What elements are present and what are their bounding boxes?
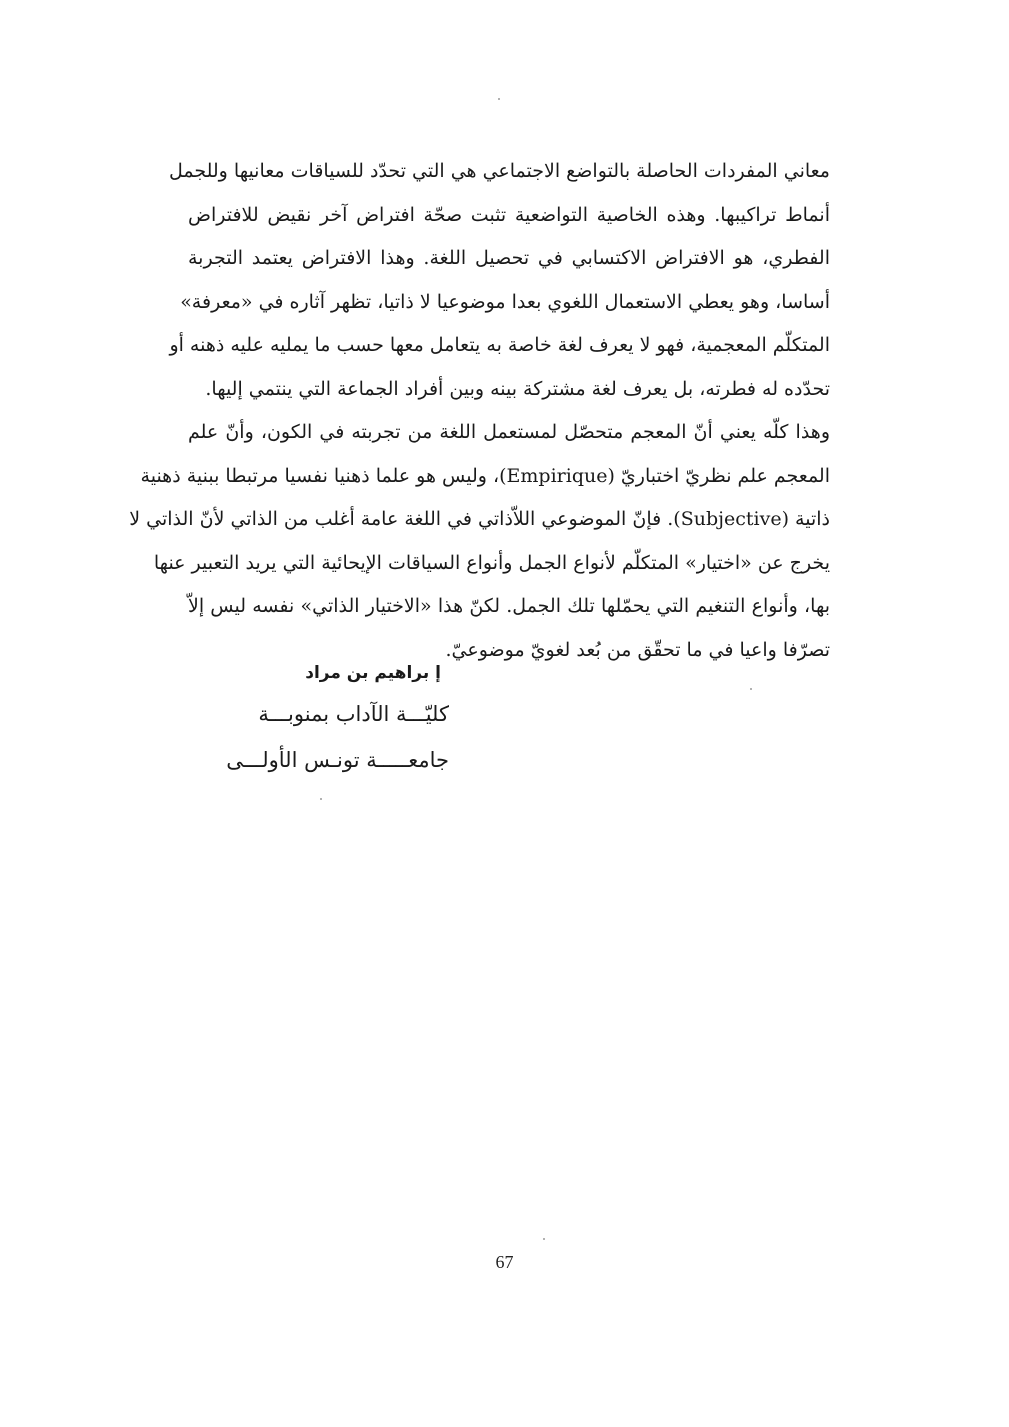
signature-block: [189, 655, 449, 783]
text-line: بها، وأنواع التنغيم التي يحمّلها تلك الجمل. لكنّ هذا «الاختيار الذاتي» نفسه ليس إلاّ: [188, 595, 830, 617]
text-line: الفطري، هو الافتراض الاكتسابي في تحصيل اللغة. وهذا الافتراض يعتمد التجربة: [188, 247, 830, 269]
scan-speck: [320, 798, 322, 800]
text-line: أساسا، وهو يعطي الاستعمال اللغوي بعدا موضوعيا لا ذاتيا، تظهر آثاره في «معرفة»: [180, 290, 830, 313]
paragraph-2: [129, 411, 830, 672]
scan-speck: [750, 688, 752, 690]
text-line: تصرّفا واعيا في ما تحقّق من بُعد لغويّ موضوعيّ.: [445, 638, 830, 661]
text-line: المتكلّم المعجمية، فهو لا يعرف لغة خاصة به يتعامل معها حسب ما يمليه عليه ذهنه أو: [169, 334, 830, 356]
paragraph-1: [168, 150, 830, 411]
scan-speck: [498, 98, 500, 100]
text-line: أنماط تراكيبها. وهذه الخاصية التواضعية تثبت صحّة افتراض آخر نقيض للافتراض: [188, 203, 830, 226]
body-text: [129, 150, 830, 672]
affiliation-faculty: كليّـــة الآداب بمنوبـــة: [258, 702, 449, 726]
text-line: تحدّده له فطرته، بل يعرف لغة مشتركة بينه وبين أفراد الجماعة التي ينتمي إليها.: [205, 377, 830, 400]
page-number: 67: [495, 1252, 514, 1272]
scan-speck: [543, 1238, 545, 1240]
text-line: وهذا كلّه يعني أنّ المعجم متحصّل لمستعمل اللغة من تجربته في الكون، وأنّ علم: [188, 421, 830, 443]
text-line: ذاتية (Subjective). فإنّ الموضوعي اللاّذاتي في اللغة عامة أغلب من الذاتي لأنّ الذاتي لا: [129, 508, 830, 530]
text-line: معاني المفردات الحاصلة بالتواضع الاجتماعي هي التي تحدّد للسياقات معانيها وللجمل: [168, 160, 830, 182]
text-line: المعجم علم نظريّ اختباريّ (Empirique)، وليس هو علما ذهنيا نفسيا مرتبطا ببنية ذهنية: [140, 464, 830, 487]
affiliation-university: جامعـــــة تونـس الأولـــى: [226, 748, 449, 772]
text-line: يخرج عن «اختيار» المتكلّم لأنواع الجمل وأنواع السياقات الإيحائية التي يريد التعبير عنها: [153, 551, 830, 574]
author-name: إ براهيم بن مراد: [305, 663, 441, 683]
